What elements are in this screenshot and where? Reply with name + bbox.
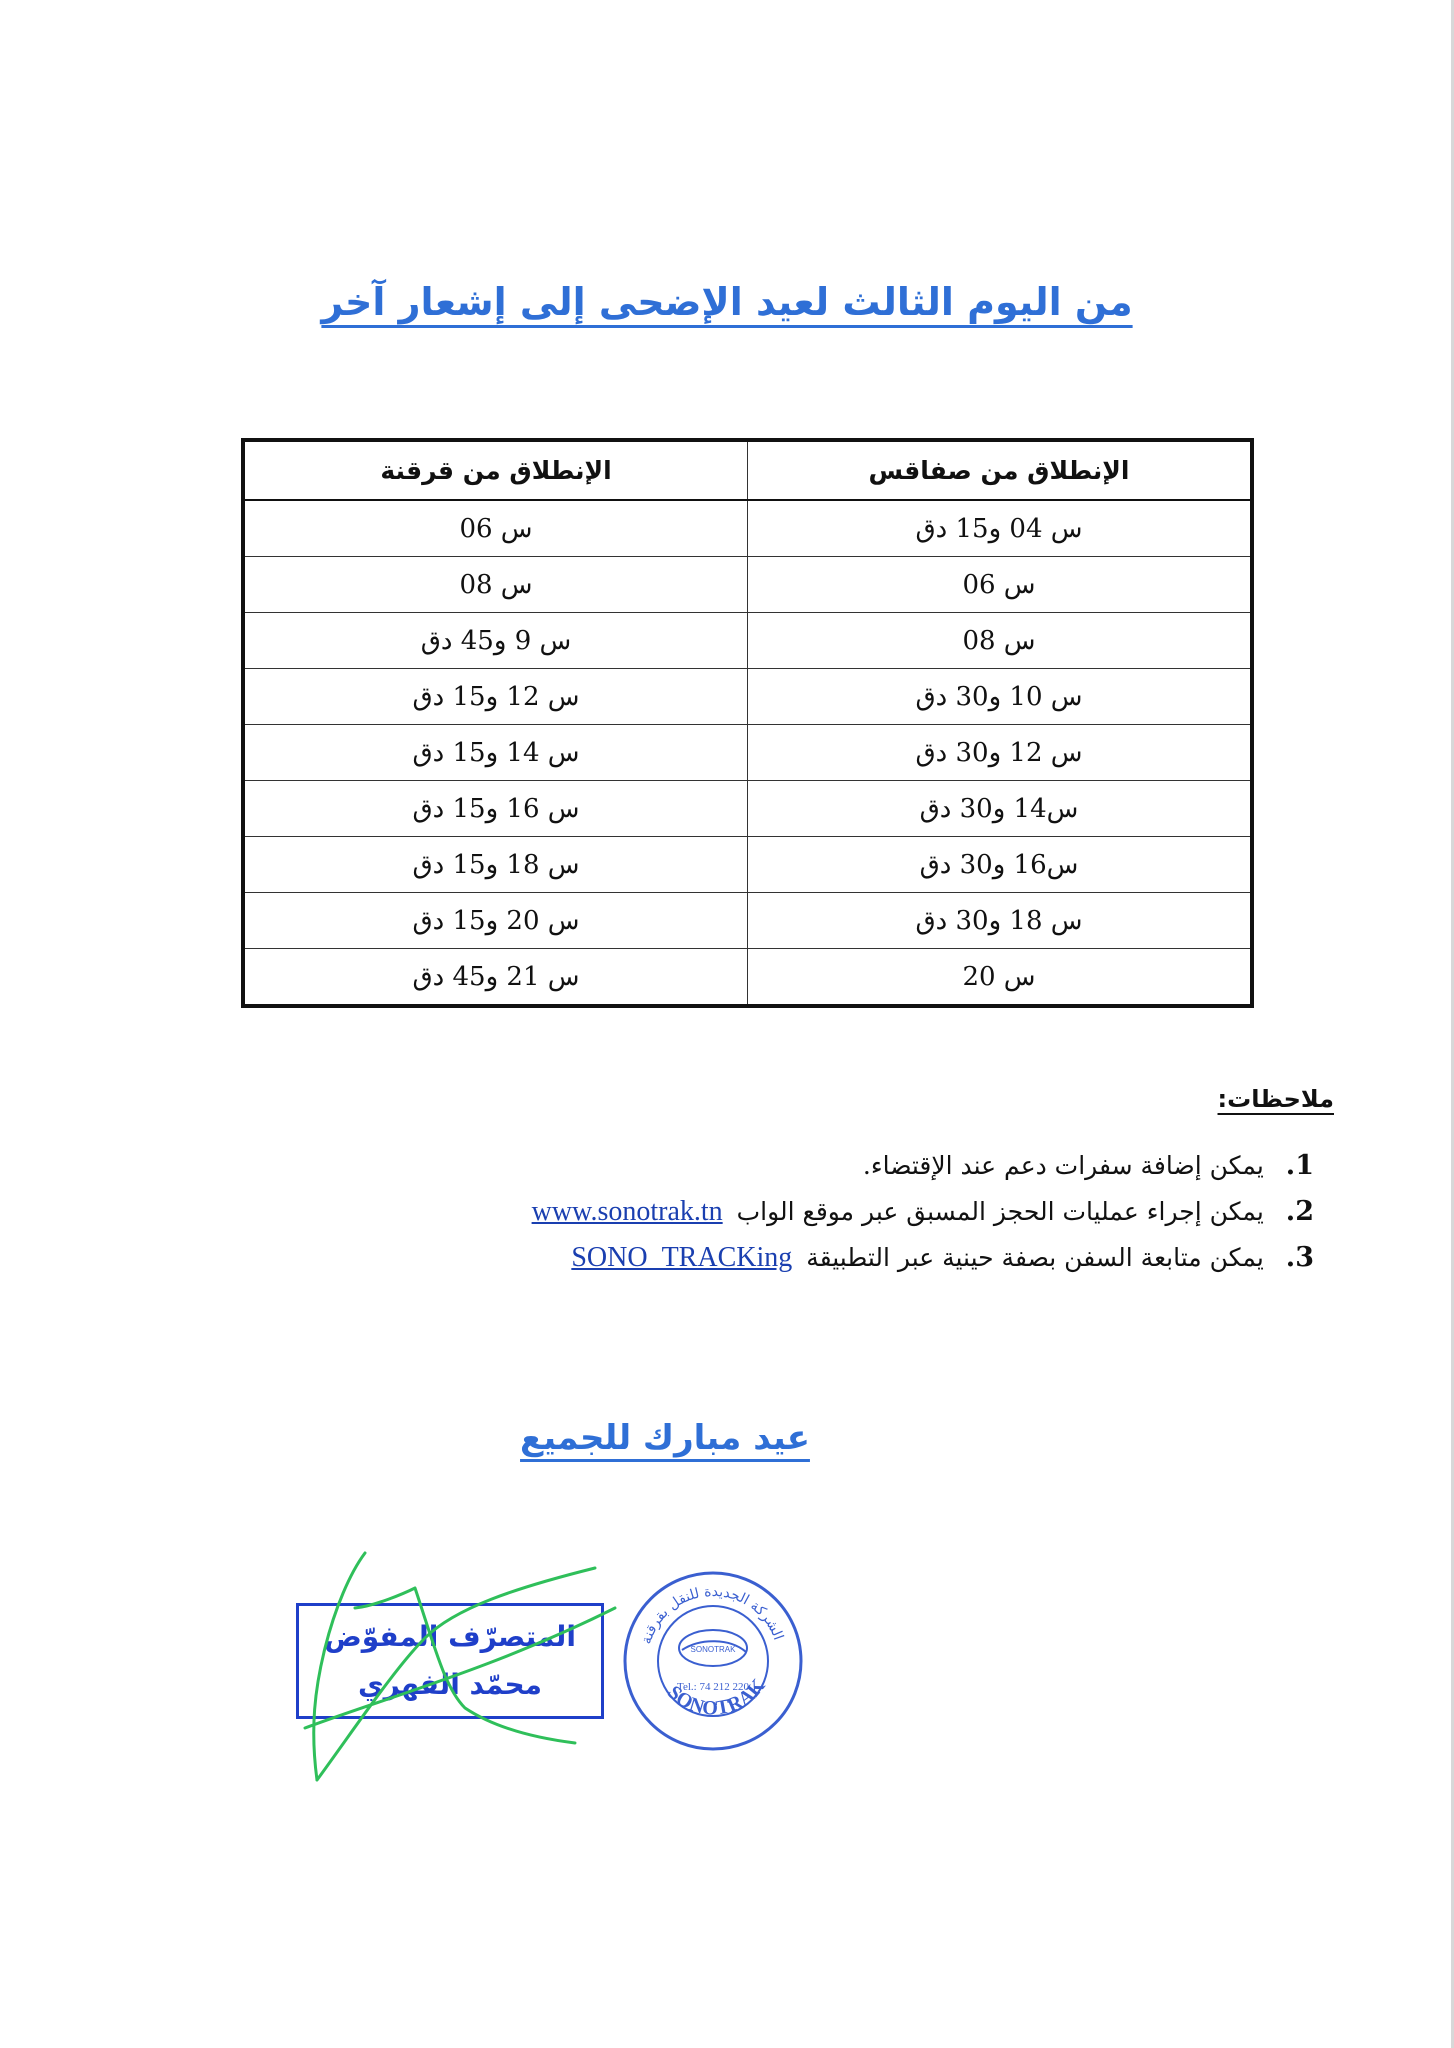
eid-greeting: عيد مبارك للجميع (520, 1418, 810, 1458)
header-sfax: الإنطلاق من صفاقس (748, 440, 1253, 500)
seal-brand: SONOTRAK (663, 1674, 770, 1720)
seal-inner-brand: SONOTRAK (690, 1645, 736, 1654)
stamp-title: المتصرّف المفوّض (324, 1620, 576, 1653)
note-item (414, 1235, 1314, 1281)
sfax-departure: س 10 و30 دق (748, 669, 1253, 725)
header-kerkennah: الإنطلاق من قرقنة (243, 440, 748, 500)
sfax-departure: س 20 (748, 949, 1253, 1007)
seal-ring-text: الشركة الجديدة للنقل بقرقنة (638, 1583, 787, 1647)
kerkennah-departure: س 12 و15 دق (243, 669, 748, 725)
table-header-row (243, 440, 1252, 500)
kerkennah-departure: س 18 و15 دق (243, 837, 748, 893)
seal-tel: Tel.: 74 212 220 (677, 1681, 749, 1693)
sfax-departure: س 12 و30 دق (748, 725, 1253, 781)
sfax-departure: س 08 (748, 613, 1253, 669)
kerkennah-departure: س 16 و15 دق (243, 781, 748, 837)
notes-list (414, 1143, 1314, 1281)
note-item (414, 1189, 1314, 1235)
kerkennah-departure: س 14 و15 دق (243, 725, 748, 781)
stamp-name: محمّد الفهري (357, 1668, 543, 1701)
note-text: يمكن متابعة السفن بصفة حينية عبر التطبيقة (806, 1243, 1264, 1272)
kerkennah-departure: س 08 (243, 557, 748, 613)
schedule-table (241, 438, 1254, 1008)
note-number: 1. (1285, 1150, 1314, 1181)
table-row (243, 837, 1252, 893)
kerkennah-departure: س 21 و45 دق (243, 949, 748, 1007)
notes-heading: ملاحظات: (1217, 1085, 1334, 1113)
sfax-departure: س14 و30 دق (748, 781, 1253, 837)
note-text: يمكن إضافة سفرات دعم عند الإقتضاء. (862, 1151, 1264, 1180)
table-row (243, 949, 1252, 1007)
sfax-departure: س16 و30 دق (748, 837, 1253, 893)
sfax-departure: س 18 و30 دق (748, 893, 1253, 949)
note-number: 3. (1285, 1242, 1314, 1273)
note-text: يمكن إجراء عمليات الحجز المسبق عبر موقع الواب (736, 1197, 1264, 1226)
sfax-departure: س 06 (748, 557, 1253, 613)
table-row (243, 725, 1252, 781)
table-row (243, 893, 1252, 949)
table-row (243, 613, 1252, 669)
sfax-departure: س 04 و15 دق (748, 500, 1253, 557)
handwritten-signature (295, 1548, 625, 1788)
table-row (243, 781, 1252, 837)
company-seal (620, 1568, 806, 1754)
kerkennah-departure: س 9 و45 دق (243, 613, 748, 669)
note-item (414, 1143, 1314, 1189)
page-title: من اليوم الثالث لعيد الإضحى إلى إشعار آخر (321, 280, 1133, 324)
table-row (243, 557, 1252, 613)
table-row (243, 669, 1252, 725)
note-number: 2. (1285, 1196, 1314, 1227)
kerkennah-departure: س 06 (243, 500, 748, 557)
table-row (243, 500, 1252, 557)
app-link[interactable]: SONO_TRACKing (571, 1242, 793, 1273)
website-link[interactable]: www.sonotrak.tn (531, 1196, 723, 1227)
kerkennah-departure: س 20 و15 دق (243, 893, 748, 949)
